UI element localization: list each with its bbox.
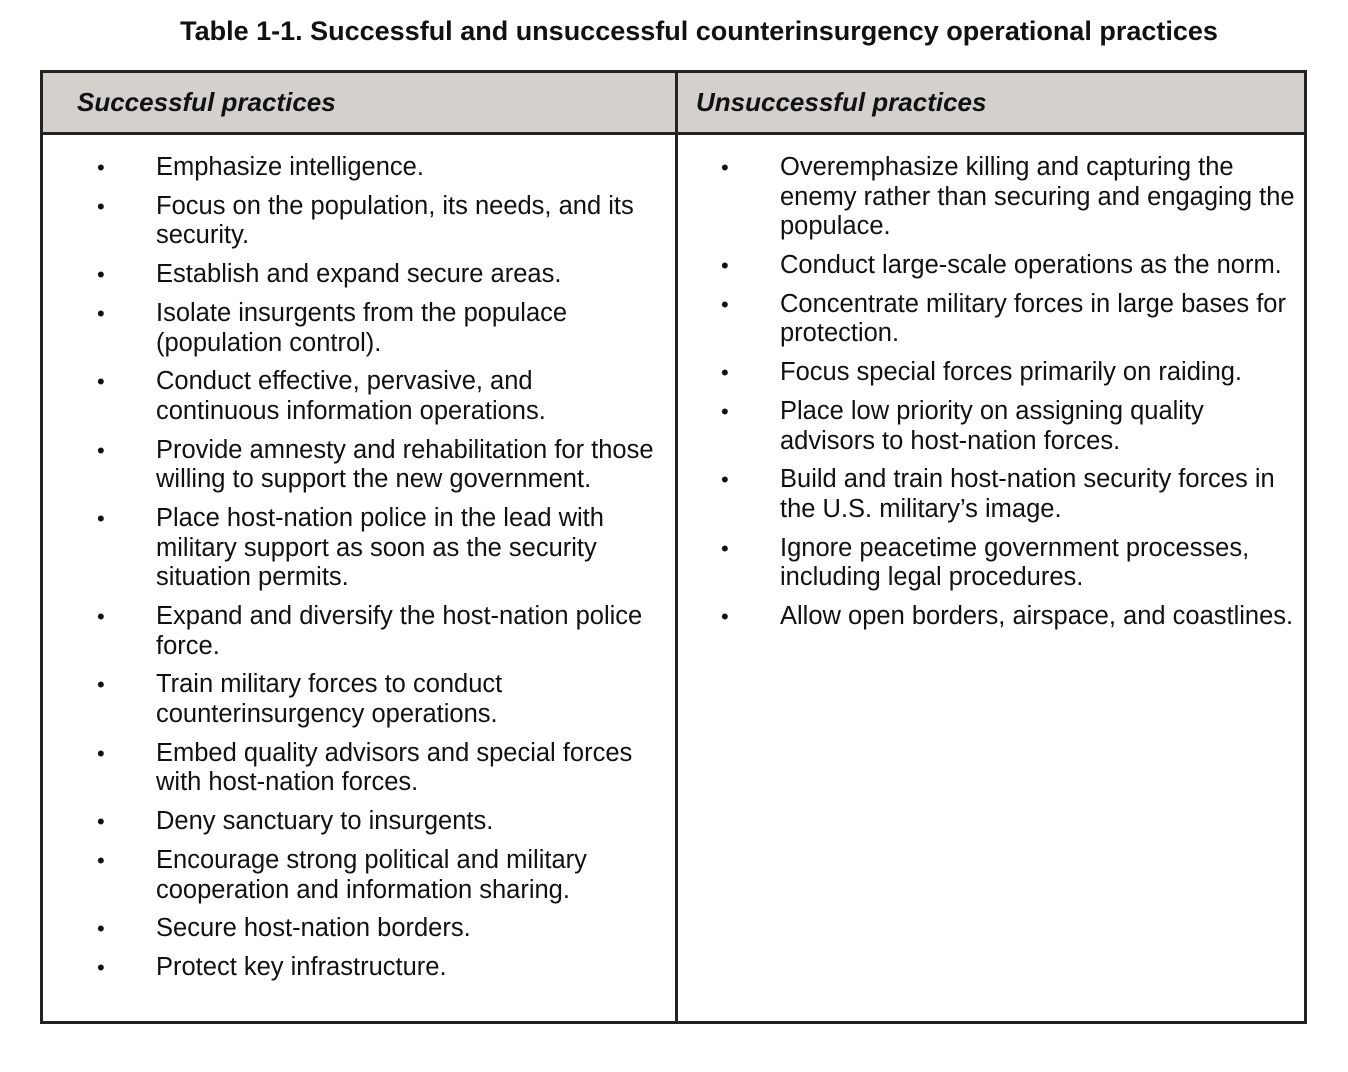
list-item-text: Conduct large-scale operations as the norm. (780, 250, 1282, 279)
list-item (91, 602, 661, 661)
bullet-icon: • (97, 955, 105, 981)
table-header-row (43, 73, 1304, 135)
list-item-text: Train military forces to conduct counterinsurgency operations. (156, 670, 503, 728)
list-item-text: Provide amnesty and rehabilitation for those willing to support the new government. (156, 435, 654, 494)
bullet-icon: • (721, 467, 729, 493)
bullet-icon: • (721, 604, 729, 630)
list-item (91, 846, 661, 905)
bullet-icon: • (97, 740, 105, 766)
bullet-icon: • (97, 300, 105, 326)
list-item-text: Place host-nation police in the lead with military support as soon as the security situation permits. (156, 504, 604, 592)
list-item (91, 504, 661, 593)
list-item (91, 953, 661, 983)
bullet-icon: • (97, 809, 105, 835)
bullet-icon: • (97, 672, 105, 698)
list-item (91, 367, 661, 426)
list-item (91, 192, 661, 251)
list-item-text: Expand and diversify the host-nation police force. (156, 602, 643, 660)
header-successful-practices: Successful practices (77, 87, 336, 117)
list-item-text: Embed quality advisors and special forces with host-nation forces. (156, 738, 633, 797)
list-item (91, 914, 661, 944)
bullet-icon: • (97, 916, 105, 942)
bullet-icon: • (721, 252, 729, 278)
list-item (91, 260, 661, 290)
bullet-icon: • (97, 369, 105, 395)
list-item (91, 153, 661, 183)
bullet-icon: • (721, 155, 729, 180)
successful-practices-list (91, 153, 661, 992)
list-item (715, 153, 1305, 242)
column-divider (675, 73, 678, 1021)
list-item-text: Secure host-nation borders. (156, 914, 471, 943)
table-title: Table 1-1. Successful and unsuccessful counterinsurgency operational practices (180, 16, 1218, 46)
bullet-icon: • (97, 506, 105, 532)
unsuccessful-practices-list (715, 153, 1305, 641)
bullet-icon: • (721, 535, 729, 561)
list-item (91, 436, 661, 495)
header-unsuccessful-practices: Unsuccessful practices (696, 87, 987, 117)
list-item (91, 807, 661, 837)
bullet-icon: • (721, 360, 729, 386)
bullet-icon: • (721, 291, 729, 317)
list-item-text: Conduct effective, pervasive, and continuous information operations. (156, 367, 546, 425)
list-item (91, 299, 661, 358)
list-item-text: Emphasize intelligence. (156, 153, 424, 181)
bullet-icon: • (97, 847, 105, 873)
bullet-icon: • (721, 398, 729, 424)
list-item-text: Encourage strong political and military cooperation and information sharing. (156, 845, 587, 904)
list-item-text: Focus on the population, its needs, and its security. (156, 191, 634, 250)
list-item (91, 670, 661, 729)
list-item-text: Overemphasize killing and capturing the enemy rather than securing and engaging the populace. (780, 153, 1295, 241)
list-item (715, 251, 1305, 281)
list-item (715, 397, 1305, 456)
list-item-text: Build and train host-nation security forces in the U.S. military’s image. (780, 465, 1275, 523)
list-item-text: Concentrate military forces in large bases for protection. (780, 289, 1286, 348)
list-item-text: Establish and expand secure areas. (156, 260, 562, 289)
bullet-icon: • (97, 604, 105, 630)
list-item (715, 465, 1305, 524)
list-item-text: Isolate insurgents from the populace (population control). (156, 298, 568, 357)
list-item (715, 602, 1305, 632)
bullet-icon: • (97, 262, 105, 288)
list-item (715, 534, 1305, 593)
list-item-text: Focus special forces primarily on raiding. (780, 358, 1243, 387)
list-item (91, 739, 661, 798)
bullet-icon: • (97, 155, 105, 180)
list-item-text: Allow open borders, airspace, and coastlines. (780, 602, 1294, 631)
bullet-icon: • (97, 193, 105, 219)
list-item (715, 290, 1305, 349)
list-item-text: Deny sanctuary to insurgents. (156, 807, 494, 836)
list-item-text: Protect key infrastructure. (156, 953, 447, 982)
list-item (715, 358, 1305, 388)
bullet-icon: • (97, 437, 105, 463)
list-item-text: Place low priority on assigning quality advisors to host-nation forces. (780, 396, 1204, 455)
practices-table (40, 70, 1307, 1024)
list-item-text: Ignore peacetime government processes, including legal procedures. (780, 533, 1250, 592)
